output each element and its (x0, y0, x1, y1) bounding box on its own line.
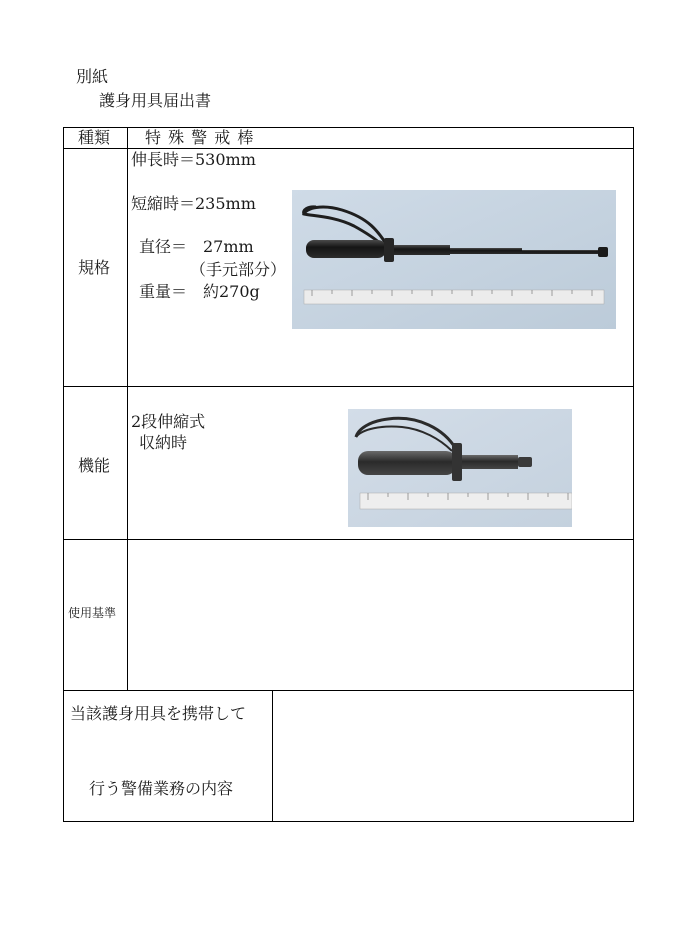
duty-label-line2: 行う警備業務の内容 (89, 779, 234, 798)
attachment-label: 別紙 (76, 67, 109, 86)
spec-diameter: 直径＝ 27mm (139, 237, 254, 256)
spec-weight: 重量＝ 約270g (139, 282, 260, 301)
document-title: 護身用具届出書 (99, 91, 212, 110)
function-mechanism: 2段伸縮式 (131, 412, 206, 431)
duty-label-line1: 当該護身用具を携帯して (70, 704, 247, 723)
spec-label: 規格 (78, 258, 111, 277)
usage-value[interactable] (134, 548, 628, 684)
function-state: 収納時 (139, 433, 188, 452)
type-value: 特 殊 警 戒 棒 (145, 128, 255, 147)
spec-extended-length: 伸長時＝530mm (131, 150, 256, 169)
retracted-baton-photo (348, 409, 572, 527)
function-label: 機能 (78, 456, 111, 475)
spec-shortened-length: 短縮時＝235mm (131, 194, 256, 213)
type-label: 種類 (78, 128, 111, 147)
spec-diameter-note: （手元部分） (190, 260, 287, 279)
usage-label: 使用基準 (68, 606, 117, 620)
duty-value[interactable] (280, 698, 628, 816)
extended-baton-photo (292, 190, 616, 329)
